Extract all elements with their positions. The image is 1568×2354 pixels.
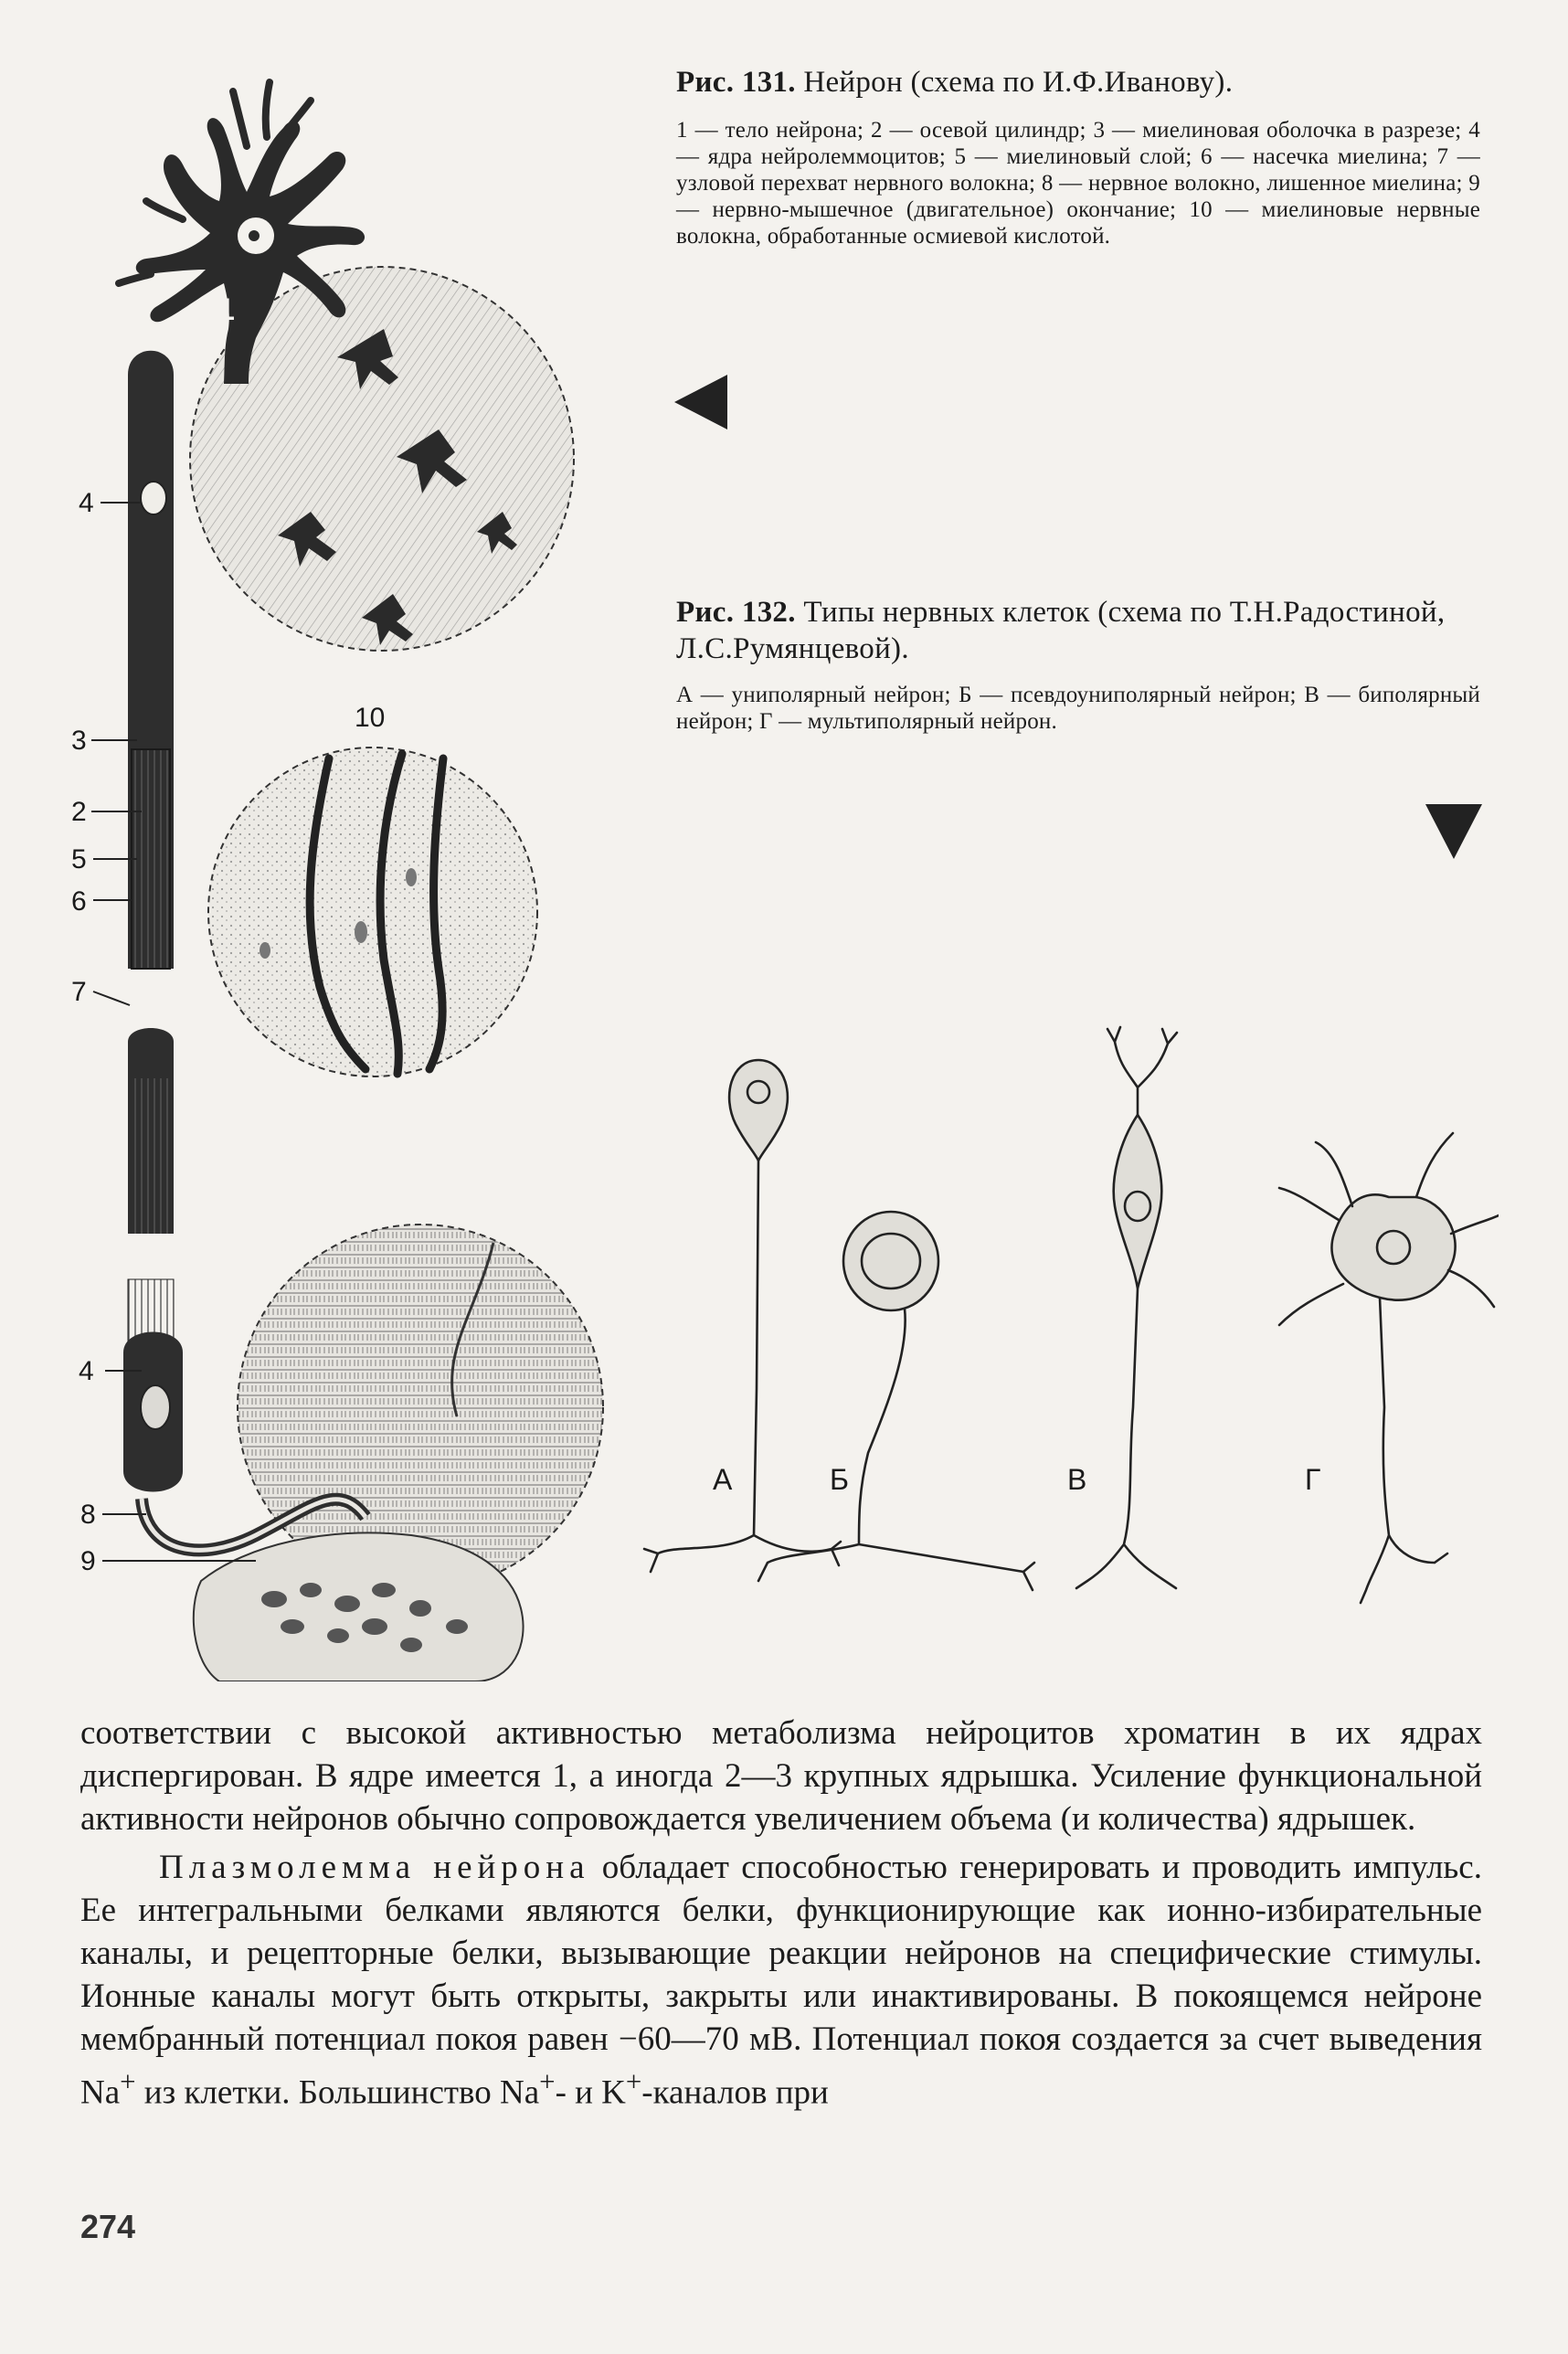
label-5: 5: [71, 844, 87, 875]
figure-131-neuron-diagram: [37, 37, 640, 1681]
arrow-down-icon: [1425, 804, 1482, 859]
label-7: 7: [71, 977, 87, 1007]
myelinated-fibers-circle: [208, 748, 537, 1076]
neuromuscular-ending: [194, 1532, 524, 1681]
arrow-left-icon: [674, 375, 727, 429]
figure-131-title: Рис. 131. Нейрон (схема по И.Ф.Иванову).: [676, 66, 1234, 99]
body-text: [80, 1712, 1482, 2114]
label-3: 3: [71, 726, 87, 756]
figure-131-legend: 1 — тело нейрона; 2 — осевой цилиндр; 3 — миелиновая оболочка в разрезе; 4 — ядра нейролеммоцитов; 5 — миелиновый слой; 6 — насечка миелина; 7 — узловой перехват нервного волокна; 8 — нервное волокно, лишенное миелина; 9 — нервно-мышечное (двигательное) окончание; 10 — миелиновые нервные волокна, обработанные осмиевой кислотой.: [676, 118, 1480, 249]
figure-132-legend: А — униполярный нейрон; Б — псевдоуниполярный нейрон; В — биполярный нейрон; Г — мультиполярный нейрон.: [676, 683, 1480, 734]
bipolar-neuron: [1076, 1027, 1177, 1588]
paragraph-2: Плазмолемма нейрона обладает способностью генерировать и проводить импульс. Ее интегральными белками являются белки, функционирующие как ионно-избирательные каналы, и рецепторные белки, вызывающие реакции нейронов на специфические стимулы. Ионные каналы могут быть открыты, закрыты или инактивированы. В покоящемся нейроне мембранный потенциал покоя равен −60—70 мВ. Потенциал покоя создается за счет выведения Na+ из клетки. Большинство Na+- и K+-каналов при: [80, 1849, 1482, 2112]
multipolar-neuron: [1279, 1133, 1499, 1603]
label-2: 2: [71, 797, 87, 827]
label-9: 9: [80, 1546, 96, 1576]
paragraph-1: соответствии с высокой активностью метаболизма нейроцитов хроматин в их ядрах диспергирован. В ядре имеется 1, а иногда 2—3 крупных ядрышка. Усиление функциональной активности нейронов обычно сопровождается увеличением объема (и количества) ядрышек.: [80, 1714, 1482, 1838]
pseudounipolar-neuron: [758, 1212, 1034, 1590]
label-g: Г: [1305, 1463, 1321, 1496]
term-plasmalemma: Плазмолемма нейрона: [159, 1849, 590, 1886]
unipolar-neuron: [644, 1060, 841, 1572]
label-10: 10: [355, 703, 386, 733]
label-8: 8: [80, 1500, 96, 1530]
figure-132-title: Рис. 132. Типы нервных клеток (схема по Т.Н.Радостиной, Л.С.Румянцевой).: [676, 596, 1446, 665]
figure-132-neuron-types: [640, 1023, 1499, 1681]
label-6: 6: [71, 886, 87, 917]
figure-132-labels: [713, 1463, 1320, 1496]
figure-132-caption: [676, 594, 1480, 735]
label-b: Б: [830, 1463, 849, 1496]
figure-131-caption: [676, 64, 1480, 249]
label-4-top: 4: [79, 488, 94, 518]
label-1: 1: [217, 292, 235, 327]
label-a: А: [713, 1463, 733, 1496]
muscle-tissue-circle: [238, 1225, 603, 1590]
label-4-bottom: 4: [79, 1356, 94, 1386]
page-number: 274: [80, 2208, 136, 2245]
label-v: В: [1067, 1463, 1087, 1496]
